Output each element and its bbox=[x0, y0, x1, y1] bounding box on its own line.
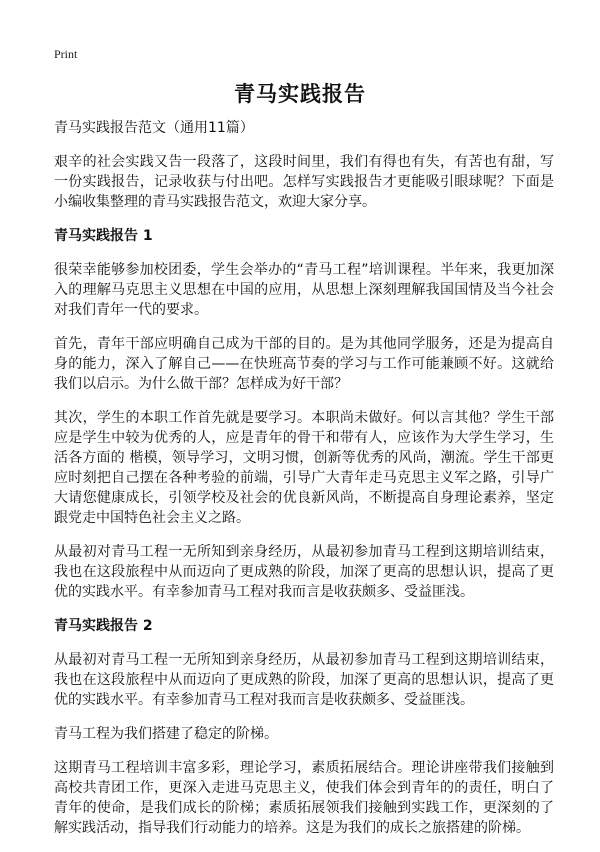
paragraph: 从最初对青马工程一无所知到亲身经历，从最初参加青马工程到这期培训结束，我也在这段旅程中从而迈向了更成熟的阶段，加深了更高的思想认识，提高了更优的实践水平。有幸参加青马工程对我而言是收获颇多、受益匪浅。 bbox=[54, 652, 554, 708]
document-body bbox=[54, 118, 554, 852]
paragraph: 从最初对青马工程一无所知到亲身经历，从最初参加青马工程到这期培训结束，我也在这段旅程中从而迈向了更成熟的阶段，加深了更高的思想认识，提高了更优的实践水平。有幸参加青马工程对我而言是收获颇多、受益匪浅。 bbox=[54, 544, 554, 600]
section-heading-2: 青马实践报告 2 bbox=[54, 618, 153, 634]
section-heading-1: 青马实践报告 1 bbox=[54, 228, 153, 244]
intro-paragraph: 艰辛的社会实践又告一段落了，这段时间里，我们有得也有失，有苦也有甜，写一份实践报告，记录收获与付出吧。怎样写实践报告才更能吸引眼球呢？下面是小编收集整理的青马实践报告范文，欢迎大家分享。 bbox=[54, 154, 554, 210]
paragraph: 很荣幸能够参加校团委，学生会举办的“青马工程”培训课程。半年来，我更加深入的理解马克思主义思想在中国的应用，从思想上深刻理解我国国情及当今社会对我们青年一代的要求。 bbox=[54, 262, 554, 318]
page-title: 青马实践报告 bbox=[234, 82, 366, 106]
paragraph: 首先，青年干部应明确自己成为干部的目的。是为其他同学服务，还是为提高自身的能力，深入了解自己——在快班高节奏的学习与工作可能兼顾不好。这就给我们以启示。为什么做干部？怎样成为好干部？ bbox=[54, 336, 554, 392]
document-subtitle: 青马实践报告范文（通用11篇） bbox=[54, 120, 254, 136]
print-link[interactable]: Print bbox=[54, 47, 78, 61]
paragraph: 这期青马工程培训丰富多彩，理论学习，素质拓展结合。理论讲座带我们接触到高校共青团工作，更深入走进马克思主义，使我们体会到青年的的责任，明白了青年的使命，是我们成长的阶梯；素质拓展领我们接触到实践工作，更深刻的了解实践活动，指导我们行动能力的培养。这是为我们的成长之旅搭建的阶梯。 bbox=[54, 760, 554, 836]
paragraph: 青马工程为我们搭建了稳定的阶梯。 bbox=[54, 726, 278, 742]
paragraph: 其次，学生的本职工作首先就是要学习。本职尚未做好。何以言其他？学生干部应是学生中较为优秀的人，应是青年的骨干和带有人，应该作为大学生学习，生活各方面的 楷模，领导学习，文明习惯，创新等优秀的风尚，潮流。学生干部更应时刻把自己摆在各种考验的前端，引导广大青年走马克思主义军之路，引导广大请您健康成长，引领学校及社会的优良新风尚，不断提高自身理论素养，坚定跟党走中国特色社会主义之路。 bbox=[54, 410, 554, 526]
